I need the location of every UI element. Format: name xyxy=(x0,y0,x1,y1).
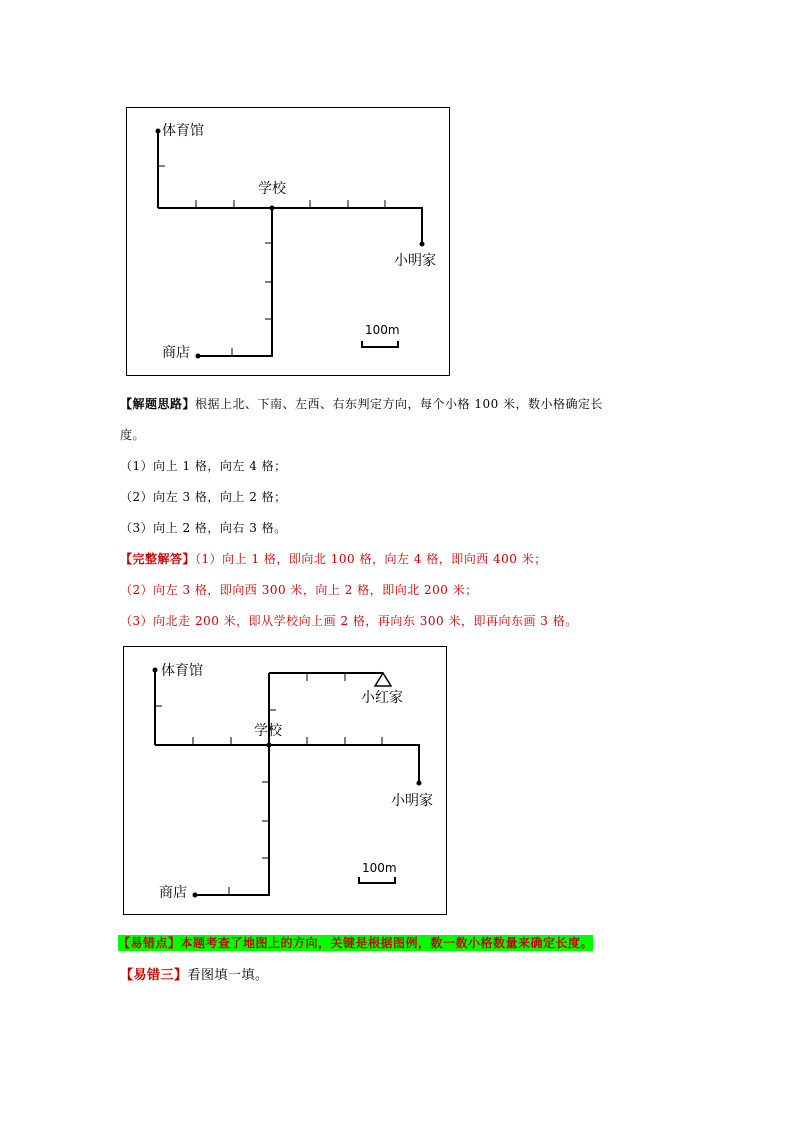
home-point xyxy=(420,242,425,247)
scale-label: 100m xyxy=(365,323,400,337)
xiaoming-home-label: 小明家 xyxy=(394,253,436,269)
analysis-line-2 xyxy=(120,427,145,443)
map-1-lines xyxy=(127,108,449,375)
error-point-line xyxy=(118,935,593,951)
error-point-highlight xyxy=(118,935,593,951)
shop-point xyxy=(193,893,198,898)
school-label: 学校 xyxy=(254,723,282,739)
xiaohong-home-triangle xyxy=(375,673,391,686)
next-section-tag: 【易错三】 xyxy=(120,968,188,983)
analysis-tag: 【解题思路】 xyxy=(120,397,196,411)
analysis-step-2: （2）向左 3 格，向上 2 格； xyxy=(120,490,287,504)
scale-bar xyxy=(362,341,398,348)
next-section-line xyxy=(120,968,269,984)
analysis-text-1: 根据上北、下南、左西、右东判定方向，每个小格 100 米，数小格确定长 xyxy=(195,397,604,411)
answer-line-1 xyxy=(120,551,547,567)
gym-label: 体育馆 xyxy=(161,663,203,679)
shop-label: 商店 xyxy=(162,345,190,361)
gym-point xyxy=(156,129,161,134)
answer-line-2: （2）向左 3 格，即向西 300 米，向上 2 格，即向北 200 米； xyxy=(120,583,478,597)
shop-point xyxy=(196,354,201,359)
map-2-lines xyxy=(124,647,446,914)
gym-label: 体育馆 xyxy=(162,123,204,139)
answer-line-3: （3）向北走 200 米，即从学校向上画 2 格，再向东 300 米，即再向东画 3 格。 xyxy=(120,614,578,628)
scale-label: 100m xyxy=(362,861,397,875)
answer-tag: 【完整解答】 xyxy=(120,552,196,566)
xiaoming-home-label: 小明家 xyxy=(391,793,433,809)
error-point-tag: 【易错点】 xyxy=(118,936,181,950)
school-point xyxy=(267,743,272,748)
school-point xyxy=(270,206,275,211)
error-point-text: 本题考查了地图上的方向，关键是根据图例，数一数小格数量来确定长度。 xyxy=(180,936,594,950)
shop-label: 商店 xyxy=(159,885,187,901)
analysis-line-1 xyxy=(120,396,603,412)
analysis-text-2: 度。 xyxy=(120,428,146,442)
gym-point xyxy=(153,668,158,673)
school-label: 学校 xyxy=(258,181,286,197)
answer-text-1: （1）向上 1 格，即向北 100 格，向左 4 格，即向西 400 米； xyxy=(195,552,547,566)
home-point xyxy=(417,781,422,786)
analysis-step-1: （1）向上 1 格，向左 4 格； xyxy=(120,459,287,473)
map-1 xyxy=(126,107,450,376)
xiaohong-home-label: 小红家 xyxy=(361,690,403,706)
map-2 xyxy=(123,646,447,915)
next-section-text: 看图填一填。 xyxy=(187,968,269,983)
analysis-step-3: （3）向上 2 格，向右 3 格。 xyxy=(120,521,287,535)
scale-bar xyxy=(359,877,395,884)
